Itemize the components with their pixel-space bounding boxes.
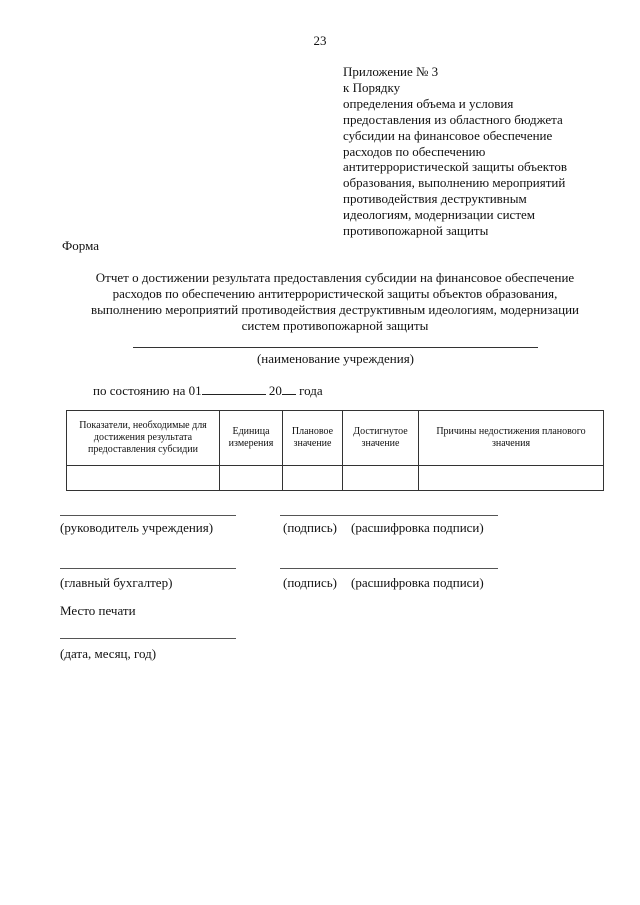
seal-label: Место печати — [60, 603, 136, 618]
date-blank-field[interactable] — [202, 383, 266, 395]
report-title — [50, 270, 620, 334]
header-unit: Единица измерения — [220, 411, 283, 466]
head-caption: (руководитель учреждения) — [60, 520, 214, 535]
report-title-line: систем противопожарной защиты — [241, 317, 429, 333]
report-table — [66, 410, 604, 491]
decoding-caption: (расшифровка подписи) — [351, 520, 484, 535]
as-of-date — [93, 383, 323, 399]
appendix-line: противопожарной защиты — [343, 223, 489, 239]
appendix-line: идеологиям, модернизации систем — [343, 207, 536, 223]
report-title-line: выполнению мероприятий противодействия деструктивным идеологиям, модернизации — [90, 301, 579, 317]
table-cell[interactable] — [343, 466, 419, 491]
header-planned: Плановое значение — [283, 411, 343, 466]
institution-name-line[interactable] — [133, 347, 538, 348]
page-number: 23 — [313, 33, 327, 48]
table-cell[interactable] — [419, 466, 604, 491]
appendix-line: Приложение № 3 — [343, 64, 439, 79]
report-title-line: Отчет о достижении результата предоставления субсидии на финансовое обеспечение — [95, 270, 575, 285]
appendix-line: предоставления из областного бюджета — [343, 111, 563, 127]
year-blank-field[interactable] — [282, 383, 296, 395]
appendix-line: образования, выполнению мероприятий — [343, 175, 566, 191]
date-line[interactable] — [60, 638, 236, 639]
head-signature-decoding-line[interactable] — [280, 515, 498, 516]
appendix-line: к Порядку — [343, 79, 401, 95]
header-indicators: Показатели, необходимые для достижения результата предоставления субсидии — [67, 411, 220, 466]
as-of-suffix: года — [299, 383, 323, 398]
table-cell[interactable] — [220, 466, 283, 491]
as-of-prefix: по состоянию на 01 — [93, 383, 202, 398]
appendix-line: антитеррористической защиты объектов — [343, 159, 568, 175]
header-reasons: Причины недостижения планового значения — [419, 411, 604, 466]
decoding-caption: (расшифровка подписи) — [351, 575, 484, 590]
report-title-line: расходов по обеспечению антитеррористической защиты объектов образования, — [112, 285, 558, 301]
signature-caption: (подпись) — [283, 575, 337, 590]
form-label: Форма — [62, 238, 99, 253]
accountant-signature-decoding-line[interactable] — [280, 568, 498, 569]
as-of-year: 20 — [268, 383, 282, 398]
appendix-line: определения объема и условия — [343, 95, 514, 111]
table-cell[interactable] — [67, 466, 220, 491]
head-signature-line[interactable] — [60, 515, 236, 516]
appendix-note — [343, 64, 623, 239]
date-caption: (дата, месяц, год) — [60, 646, 157, 661]
table-row — [67, 466, 604, 491]
header-achieved: Достигнутое значение — [343, 411, 419, 466]
accountant-signature-line[interactable] — [60, 568, 236, 569]
institution-name-caption: (наименование учреждения) — [256, 351, 415, 366]
appendix-line: противодействия деструктивным — [343, 191, 527, 207]
appendix-line: субсидии на финансовое обеспечение — [343, 127, 553, 143]
signature-caption: (подпись) — [283, 520, 337, 535]
table-header-row — [67, 411, 604, 466]
table-cell[interactable] — [283, 466, 343, 491]
accountant-caption: (главный бухгалтер) — [60, 575, 173, 590]
appendix-line: расходов по обеспечению — [343, 143, 486, 159]
